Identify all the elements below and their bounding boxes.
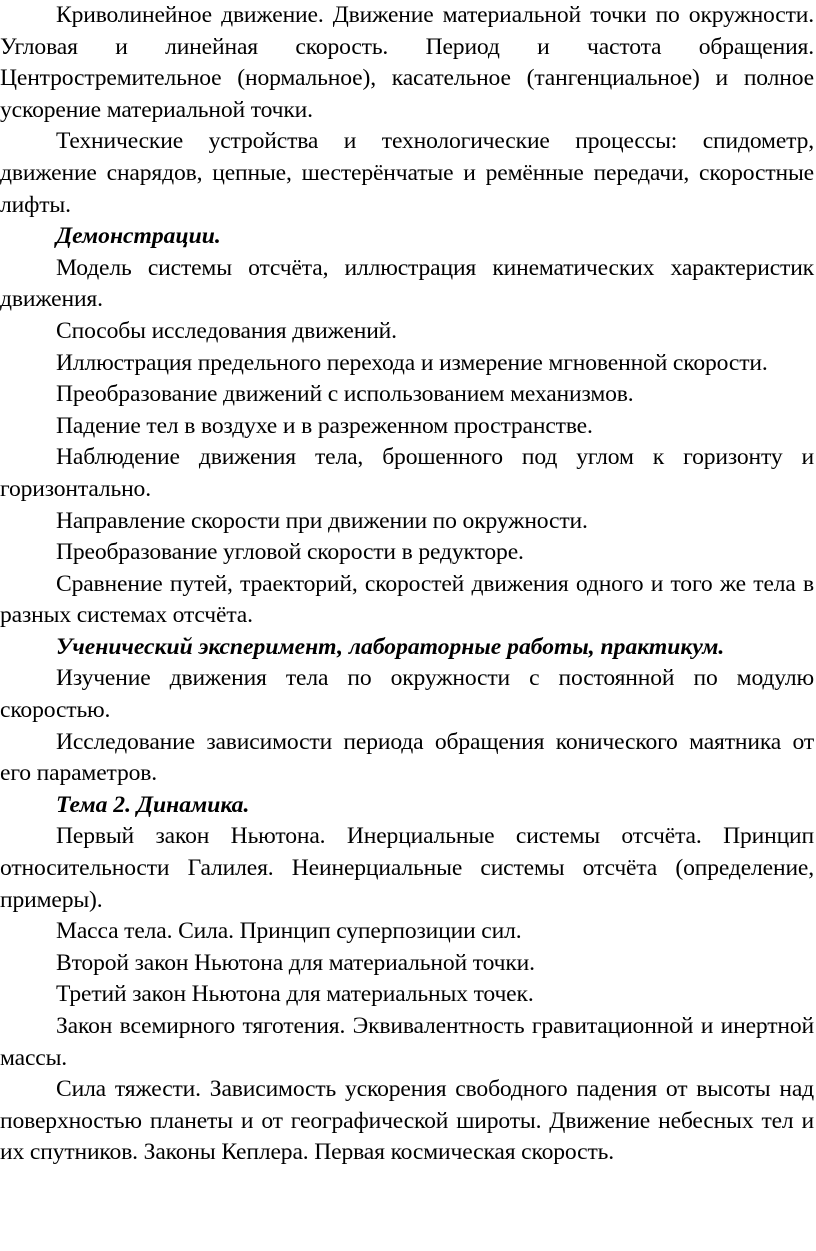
heading-topic-dynamics: Тема 2. Динамика. [56,791,250,818]
paragraph-falling-bodies: Падение тел в воздухе и в разреженном пространстве. [56,412,593,439]
paragraph-path-comparison: Сравнение путей, траекторий, скоростей движения одного и того же тела в разных системах отсчёта. [0,570,814,629]
paragraph-newton-first-law: Первый закон Ньютона. Инерциальные системы отсчёта. Принцип относительности Галилея. Неинерциальные системы отсчёта (определение, примеры). [0,823,814,913]
paragraph-velocity-direction: Направление скорости при движении по окружности. [56,507,588,534]
paragraph-newton-third-law: Третий закон Ньютона для материальных точек. [56,981,534,1008]
paragraph-gravity-force: Сила тяжести. Зависимость ускорения свободного падения от высоты над поверхностью планеты и от географической широты. Движение небесных тел и их спутников. Законы Кеплера. Первая космическая скорость. [0,1076,814,1166]
paragraph-gravitation-law: Закон всемирного тяготения. Эквивалентность гравитационной и инертной массы. [0,1013,814,1071]
heading-student-experiment: Ученический эксперимент, лабораторные работы, практикум. [56,633,725,660]
paragraph-angular-velocity-reducer: Преобразование угловой скорости в редукторе. [56,539,524,566]
paragraph-reference-model: Модель системы отсчёта, иллюстрация кинематических характеристик движения. [0,254,814,313]
paragraph-conical-pendulum: Исследование зависимости периода обращения конического маятника от его параметров. [0,728,814,787]
paragraph-circular-motion-study: Изучение движения тела по окружности с постоянной по модулю скоростью. [0,665,814,724]
paragraph-limit-transition: Иллюстрация предельного перехода и измерение мгновенной скорости. [56,349,768,376]
paragraph-technical-devices: Технические устройства и технологические процессы: спидометр, движение снарядов, цепные, шестерёнчатые и ремённые передачи, скоростные лифты. [0,128,814,218]
paragraph-motion-transformation: Преобразование движений с использованием механизмов. [56,381,634,408]
paragraph-projectile-observation: Наблюдение движения тела, брошенного под углом к горизонту и горизонтально. [0,444,814,502]
paragraph-research-methods: Способы исследования движений. [56,317,397,344]
paragraph-mass-force: Масса тела. Сила. Принцип суперпозиции сил. [56,918,522,945]
paragraph-newton-second-law: Второй закон Ньютона для материальной точки. [56,949,535,976]
paragraph-curvilinear-motion: Криволинейное движение. Движение материальной точки по окружности. Угловая и линейная скорость. Период и частота обращения. Центростремительное (нормальное), касательное (тангенциальное) и полное ускорение материальной точки. [0,2,814,123]
heading-demonstrations: Демонстрации. [56,223,221,250]
